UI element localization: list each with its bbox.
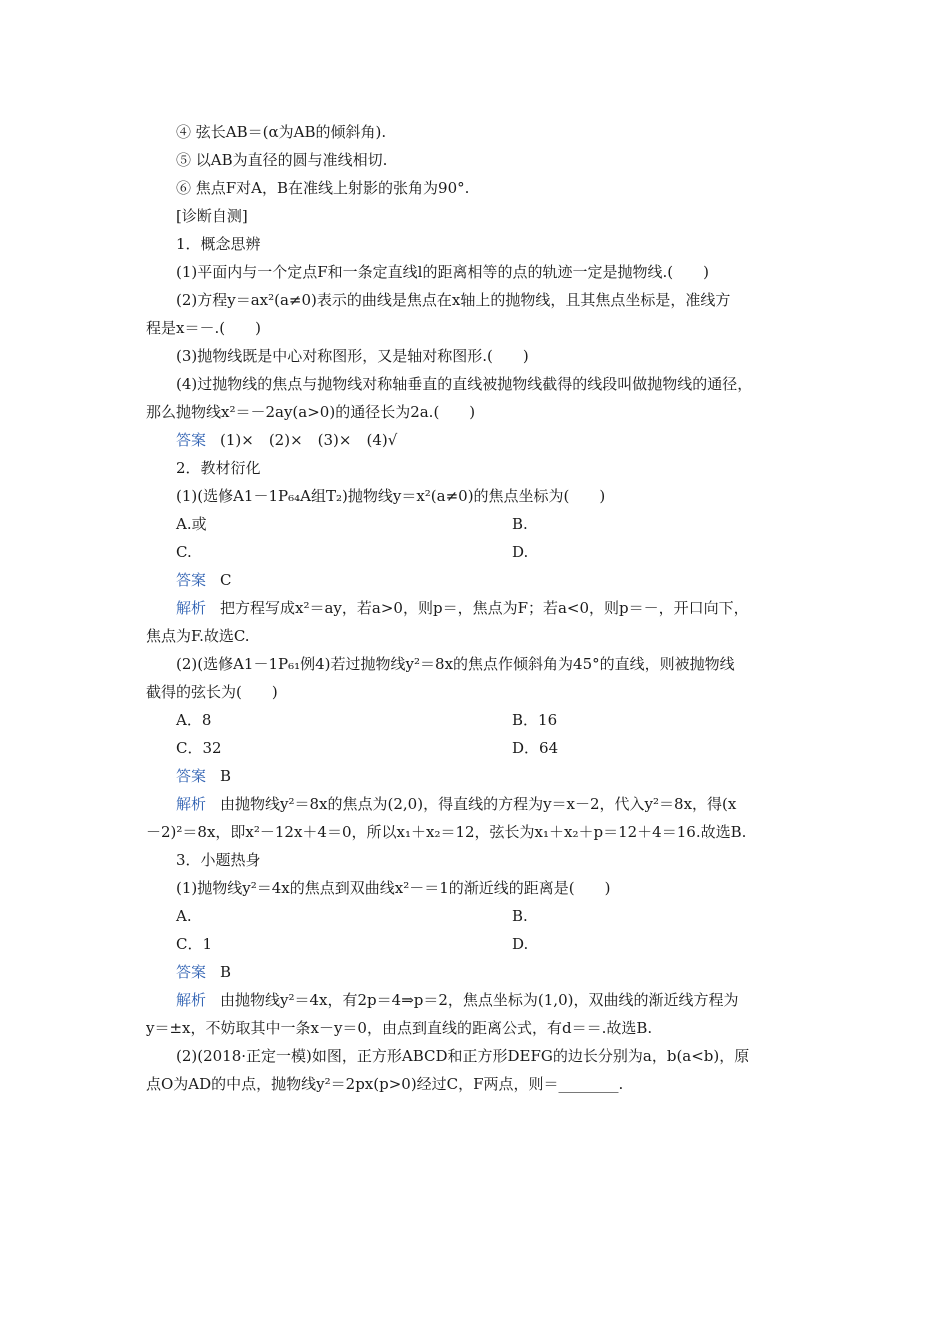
answer-text: C xyxy=(220,571,232,589)
s1-answer xyxy=(176,426,846,454)
s3-q1-option-b: B. xyxy=(512,907,528,925)
s3-q1-solution-line1 xyxy=(176,986,846,1014)
s1-q4-line1: (4)过抛物线的焦点与抛物线对称轴垂直的直线被抛物线截得的线段叫做抛物线的通径， xyxy=(176,375,753,393)
s3-q1-option-c: C．1 xyxy=(176,935,213,953)
answer-text: (1)× (2)× (3)× (4)√ xyxy=(220,431,398,449)
answer-label: 答案 xyxy=(176,767,207,785)
s2-q1-solution-line2: 焦点为F.故选C. xyxy=(146,627,250,645)
s3-q1: (1)抛物线y²＝4x的焦点到双曲线x²－＝1的渐近线的距离是( ) xyxy=(176,879,611,897)
s3-q1-solution-line2: y＝±x，不妨取其中一条x－y＝0，由点到直线的距离公式，有d＝＝.故选B. xyxy=(146,1019,653,1037)
section-title: [诊断自测] xyxy=(176,207,248,225)
s2-title: 2．教材衍化 xyxy=(176,459,261,477)
property-6: ⑥ 焦点F对A，B在准线上射影的张角为90°. xyxy=(176,179,470,197)
s2-q2-option-a: A．8 xyxy=(176,711,212,729)
s2-q1-option-b: B. xyxy=(512,515,528,533)
s2-q2-option-d: D．64 xyxy=(512,739,559,757)
s3-q1-option-d: D. xyxy=(512,935,529,953)
solution-label: 解析 xyxy=(176,991,207,1009)
property-5: ⑤ 以AB为直径的圆与准线相切. xyxy=(176,151,388,169)
s1-q4-line2: 那么抛物线x²＝－2ay(a>0)的通径长为2a.( ) xyxy=(146,403,476,421)
s2-q2-answer xyxy=(176,762,846,790)
s2-q2-option-c: C．32 xyxy=(176,739,222,757)
s3-q1-answer xyxy=(176,958,846,986)
answer-label: 答案 xyxy=(176,431,207,449)
s2-q2-line2: 截得的弦长为( ) xyxy=(146,683,278,701)
s2-q2-option-b: B．16 xyxy=(512,711,558,729)
s1-q1: (1)平面内与一个定点F和一条定直线l的距离相等的点的轨迹一定是抛物线.( ) xyxy=(176,263,709,281)
s1-title: 1．概念思辨 xyxy=(176,235,261,253)
solution-text: 由抛物线y²＝4x，有2p＝4⇒p＝2，焦点坐标为(1,0)，双曲线的渐近线方程为 xyxy=(220,991,739,1009)
s1-q2-line1: (2)方程y＝ax²(a≠0)表示的曲线是焦点在x轴上的抛物线，且其焦点坐标是，准线方 xyxy=(176,291,731,309)
s1-q3: (3)抛物线既是中心对称图形，又是轴对称图形.( ) xyxy=(176,347,529,365)
s3-q2-line2: 点O为AD的中点，抛物线y²＝2px(p>0)经过C，F两点，则＝________. xyxy=(146,1075,624,1093)
property-4: ④ 弦长AB＝(α为AB的倾斜角). xyxy=(176,123,387,141)
answer-label: 答案 xyxy=(176,571,207,589)
s3-q2-line1: (2)(2018·正定一模)如图，正方形ABCD和正方形DEFG的边长分别为a，b(a<b)，原 xyxy=(176,1047,750,1065)
s2-q1-option-c: C. xyxy=(176,543,192,561)
s2-q2-solution-line2: －2)²＝8x，即x²－12x＋4＝0，所以x₁＋x₂＝12，弦长为x₁＋x₂＋p＝12＋4＝16.故选B. xyxy=(146,823,747,841)
s2-q1-answer xyxy=(176,566,846,594)
s3-q1-option-a: A. xyxy=(176,907,192,925)
s2-q2-line1: (2)(选修A1－1P₆₁例4)若过抛物线y²＝8x的焦点作倾斜角为45°的直线，则被抛物线 xyxy=(176,655,735,673)
solution-text: 把方程写成x²＝ay，若a>0，则p＝，焦点为F；若a<0，则p＝－，开口向下， xyxy=(220,599,749,617)
s3-title: 3．小题热身 xyxy=(176,851,261,869)
answer-text: B xyxy=(220,963,232,981)
s2-q2-solution-line1 xyxy=(176,790,846,818)
s2-q1-option-a: A.或 xyxy=(176,515,207,533)
solution-text: 由抛物线y²＝8x的焦点为(2,0)，得直线的方程为y＝x－2，代入y²＝8x，得(x xyxy=(220,795,737,813)
s2-q1-solution-line1 xyxy=(176,594,846,622)
answer-label: 答案 xyxy=(176,963,207,981)
s2-q1-option-d: D. xyxy=(512,543,529,561)
solution-label: 解析 xyxy=(176,599,207,617)
solution-label: 解析 xyxy=(176,795,207,813)
s1-q2-line2: 程是x＝－.( ) xyxy=(146,319,261,337)
answer-text: B xyxy=(220,767,232,785)
s2-q1: (1)(选修A1－1P₆₄A组T₂)抛物线y＝x²(a≠0)的焦点坐标为( ) xyxy=(176,487,606,505)
